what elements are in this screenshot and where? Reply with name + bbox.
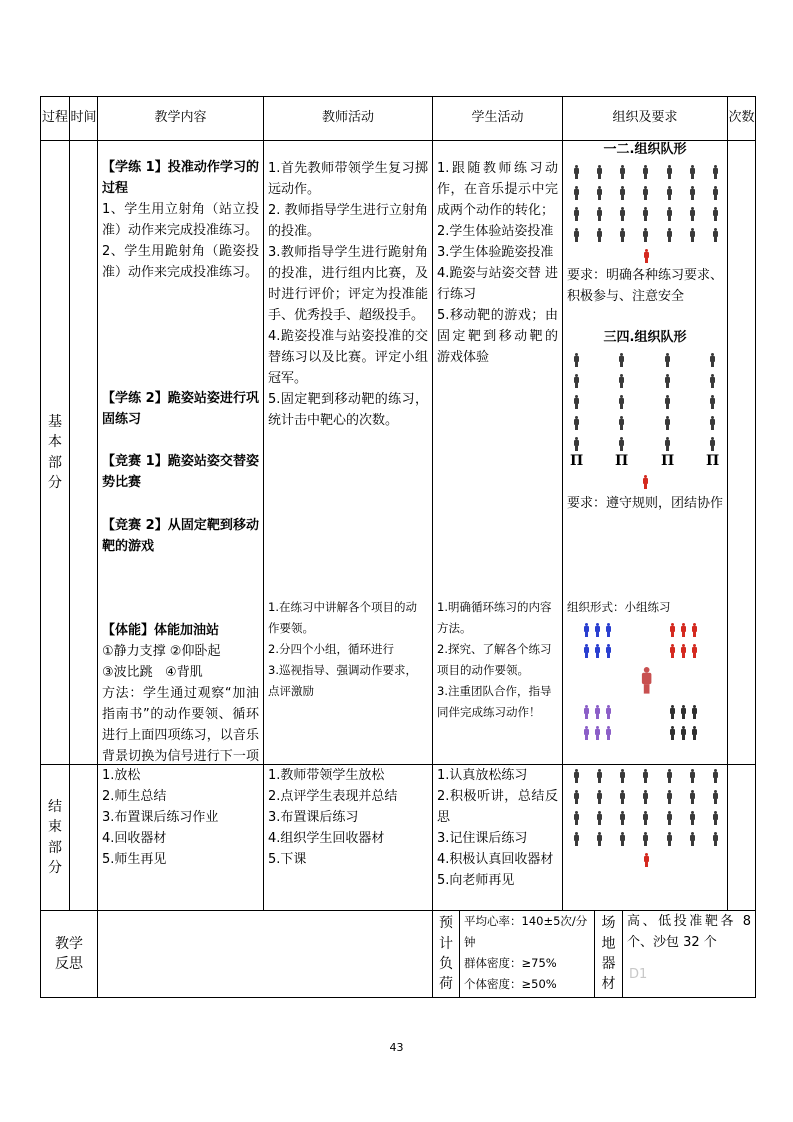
teacher-fitness-text: 1.在练习中讲解各个项目的动作要领。 2.分四个小组，循环进行 3.巡视指导、强调动作要求，点评激励 <box>268 600 417 698</box>
group-member-figure <box>680 644 686 658</box>
student-figure <box>643 207 649 221</box>
ending-content-cell <box>97 764 263 910</box>
content-block-3-title: 【竞赛 1】跪姿站姿交替姿势比赛 <box>102 454 259 490</box>
student-figure <box>643 165 649 179</box>
student-figure <box>709 437 715 451</box>
student-figure <box>709 353 715 367</box>
student-activity-text: 1.跟随教师练习动作，在音乐提示中完成两个动作的转化； 2.学生体验站姿投准 3.学生体验跪姿投准 4.跪姿与站姿交替 进行练习 5.移动靶的游戏；由 固定靶到移动靶的 游戏体验 <box>437 161 558 365</box>
basic-content-cell <box>97 140 263 764</box>
student-figure <box>713 165 719 179</box>
header-content: 教学内容 <box>97 96 263 140</box>
ending-teacher-text: 1.教师带领学生放松 2.点评学生表现并总结 3.布置课后练习 4.组织学生回收器材 5.下课 <box>268 768 398 867</box>
load-label: 预计负荷 <box>432 910 459 998</box>
group-member-figure <box>594 623 600 637</box>
fitness-method: 方法：学生通过观察“加油指南书”的动作要领、循环进行上面四项练习，以音乐背景切换为信号进行下一项 <box>102 686 259 764</box>
student-figure <box>690 228 696 242</box>
equipment-cell <box>622 910 756 998</box>
student-figure <box>596 165 602 179</box>
load-text: 平均心率：140±5次/分钟 群体密度：≥75% 个体密度：≥50% <box>464 914 588 991</box>
student-figure <box>690 165 696 179</box>
teacher-figure <box>642 475 648 489</box>
equipment-text: 高、低投准靶各 8 个、沙包 32 个 <box>627 914 756 950</box>
student-figure <box>709 395 715 409</box>
student-figure <box>709 374 715 388</box>
student-figure <box>573 437 579 451</box>
student-figure <box>643 186 649 200</box>
student-figure <box>620 811 626 825</box>
student-figure <box>620 165 626 179</box>
teacher-figure <box>640 667 651 694</box>
equipment-label: 场地器材 <box>594 910 622 998</box>
header-time: 时间 <box>69 96 97 140</box>
student-figure <box>573 790 579 804</box>
student-figure <box>573 395 579 409</box>
student-figure <box>596 186 602 200</box>
group-member-figure <box>669 623 675 637</box>
student-figure <box>620 790 626 804</box>
student-figure <box>690 207 696 221</box>
student-figure <box>573 416 579 430</box>
section-basic-label: 基本部分 <box>40 140 69 764</box>
student-figure <box>573 207 579 221</box>
group-member-figure <box>691 623 697 637</box>
student-figure <box>690 186 696 200</box>
basic-count-cell <box>727 140 756 764</box>
student-figure <box>620 207 626 221</box>
org2-formation <box>563 351 727 493</box>
target-goal-icon: Π <box>570 453 584 469</box>
student-figure <box>573 165 579 179</box>
student-figure <box>713 811 719 825</box>
student-figure <box>618 437 624 451</box>
group-member-figure <box>605 644 611 658</box>
group-member-figure <box>594 726 600 740</box>
student-figure <box>596 207 602 221</box>
student-figure <box>713 790 719 804</box>
student-figure <box>709 416 715 430</box>
student-figure <box>664 437 670 451</box>
header-organization: 组织及要求 <box>562 96 727 140</box>
basic-organization-cell <box>562 140 727 764</box>
org2-title: 三四.组织队形 <box>603 330 687 345</box>
teacher-figure <box>643 249 649 263</box>
group-member-figure <box>605 726 611 740</box>
ending-student-text: 1.认真放松练习 2.积极听讲，总结反思 3.记住课后练习 4.积极认真回收器材 5.向老师再见 <box>437 768 558 888</box>
group-member-figure <box>669 726 675 740</box>
student-figure <box>690 832 696 846</box>
page-number: 43 <box>389 1041 404 1054</box>
group-member-figure <box>680 726 686 740</box>
ending-teacher-cell <box>263 764 432 910</box>
ending-count-cell <box>727 764 756 910</box>
load-cell <box>459 910 594 998</box>
group-member-figure <box>605 623 611 637</box>
org1-formation <box>563 163 727 263</box>
student-figure <box>596 832 602 846</box>
fitness-items-1: ①静力支撑 ②仰卧起 <box>102 644 221 659</box>
student-figure <box>573 228 579 242</box>
student-figure <box>713 832 719 846</box>
fitness-title: 【体能】体能加油站 <box>102 623 220 638</box>
student-figure <box>620 832 626 846</box>
basic-time-cell <box>69 140 97 764</box>
student-figure <box>573 186 579 200</box>
content-block-4-title: 【竞赛 2】从固定靶到移动靶的游戏 <box>102 518 259 554</box>
org1-title: 一二.组织队形 <box>603 142 687 157</box>
student-figure <box>666 228 672 242</box>
group-member-figure <box>691 644 697 658</box>
org3-title: 组织形式：小组练习 <box>567 600 671 614</box>
fitness-items-2: ③波比跳 ④背肌 <box>102 665 203 680</box>
student-figure <box>690 769 696 783</box>
student-figure <box>573 353 579 367</box>
student-figure <box>573 811 579 825</box>
content-block-1 <box>98 157 263 283</box>
group-member-figure <box>594 644 600 658</box>
group-member-figure <box>594 705 600 719</box>
ending-organization-cell <box>562 764 727 910</box>
student-figure <box>643 790 649 804</box>
student-figure <box>596 790 602 804</box>
student-figure <box>620 186 626 200</box>
student-figure <box>666 811 672 825</box>
student-figure <box>618 395 624 409</box>
basic-student-cell <box>432 140 562 764</box>
student-figure <box>573 769 579 783</box>
stamp-mark: D1 <box>629 967 648 982</box>
org3-formation <box>563 621 727 745</box>
target-goal-icon: Π <box>661 453 675 469</box>
student-figure <box>573 374 579 388</box>
group-member-figure <box>669 644 675 658</box>
target-goal-icon: Π <box>706 453 720 469</box>
ending-content-text: 1.放松 2.师生总结 3.布置课后练习作业 4.回收器材 5.师生再见 <box>102 768 219 867</box>
student-figure <box>690 811 696 825</box>
student-figure <box>643 769 649 783</box>
student-figure <box>666 186 672 200</box>
org1-requirement: 要求：明确各种练习要求、积极参与、注意安全 <box>567 268 724 304</box>
student-figure <box>618 416 624 430</box>
student-figure <box>643 832 649 846</box>
content-block-2-title: 【学练 2】跪姿站姿进行巩固练习 <box>102 391 259 427</box>
group-member-figure <box>680 705 686 719</box>
student-figure <box>618 374 624 388</box>
group-member-figure <box>583 705 589 719</box>
student-figure <box>666 207 672 221</box>
teacher-figure <box>643 853 649 867</box>
student-figure <box>643 811 649 825</box>
student-figure <box>666 165 672 179</box>
student-figure <box>713 207 719 221</box>
group-member-figure <box>583 726 589 740</box>
student-figure <box>666 790 672 804</box>
student-figure <box>618 353 624 367</box>
student-figure <box>596 811 602 825</box>
ending-formation <box>563 767 727 873</box>
student-figure <box>664 395 670 409</box>
student-figure <box>620 769 626 783</box>
student-figure <box>643 228 649 242</box>
reflection-cell <box>97 910 432 998</box>
group-member-figure <box>691 705 697 719</box>
student-figure <box>596 228 602 242</box>
student-figure <box>690 790 696 804</box>
student-figure <box>620 228 626 242</box>
header-process: 过程 <box>40 96 69 140</box>
target-goal-icon: Π <box>615 453 629 469</box>
group-member-figure <box>583 644 589 658</box>
student-figure <box>573 832 579 846</box>
content-block-1-title: 【学练 1】投准动作学习的过程 <box>102 160 259 196</box>
student-figure <box>666 832 672 846</box>
student-figure <box>664 374 670 388</box>
student-figure <box>666 769 672 783</box>
content-block-1-text: 1、学生用立射角（站立投准）动作来完成投准练习。 2、学生用跪射角（跪姿投准）动作来完成投准练习。 <box>102 202 259 280</box>
header-student: 学生活动 <box>432 96 562 140</box>
group-member-figure <box>669 705 675 719</box>
section-ending-label: 结束部分 <box>40 764 69 910</box>
teacher-activity-text: 1.首先教师带领学生复习掷远动作。 2. 教师指导学生进行立射角的投准。 3.教师指导学生进行跪射角的投准，进行组内比赛，及时进行评价；评定为投准能手、优秀投手、超级投手。 4.跪姿投准与站姿投准的交替练习以及比赛。评定小组冠军。 5.固定靶到移动靶的练习，统计击中靶心的次数。 <box>268 161 428 428</box>
group-member-figure <box>680 623 686 637</box>
student-figure <box>596 769 602 783</box>
student-figure <box>713 228 719 242</box>
student-figure <box>664 416 670 430</box>
student-figure <box>713 186 719 200</box>
org2-requirement: 要求：遵守规则，团结协作 <box>567 496 724 511</box>
group-member-figure <box>583 623 589 637</box>
fitness-block <box>98 620 263 764</box>
ending-time-cell <box>69 764 97 910</box>
group-member-figure <box>605 705 611 719</box>
header-teacher: 教师活动 <box>263 96 432 140</box>
student-figure <box>664 353 670 367</box>
student-fitness-text: 1.明确循环练习的内容方法。 2.探究、了解各个练习项目的动作要领。 3.注重团队合作，指导同伴完成练习动作！ <box>437 600 552 719</box>
header-count: 次数 <box>727 96 756 140</box>
group-member-figure <box>691 726 697 740</box>
student-figure <box>713 769 719 783</box>
reflection-label: 教学反思 <box>40 910 97 998</box>
basic-teacher-cell <box>263 140 432 764</box>
lesson-plan-table <box>40 96 756 998</box>
ending-student-cell <box>432 764 562 910</box>
